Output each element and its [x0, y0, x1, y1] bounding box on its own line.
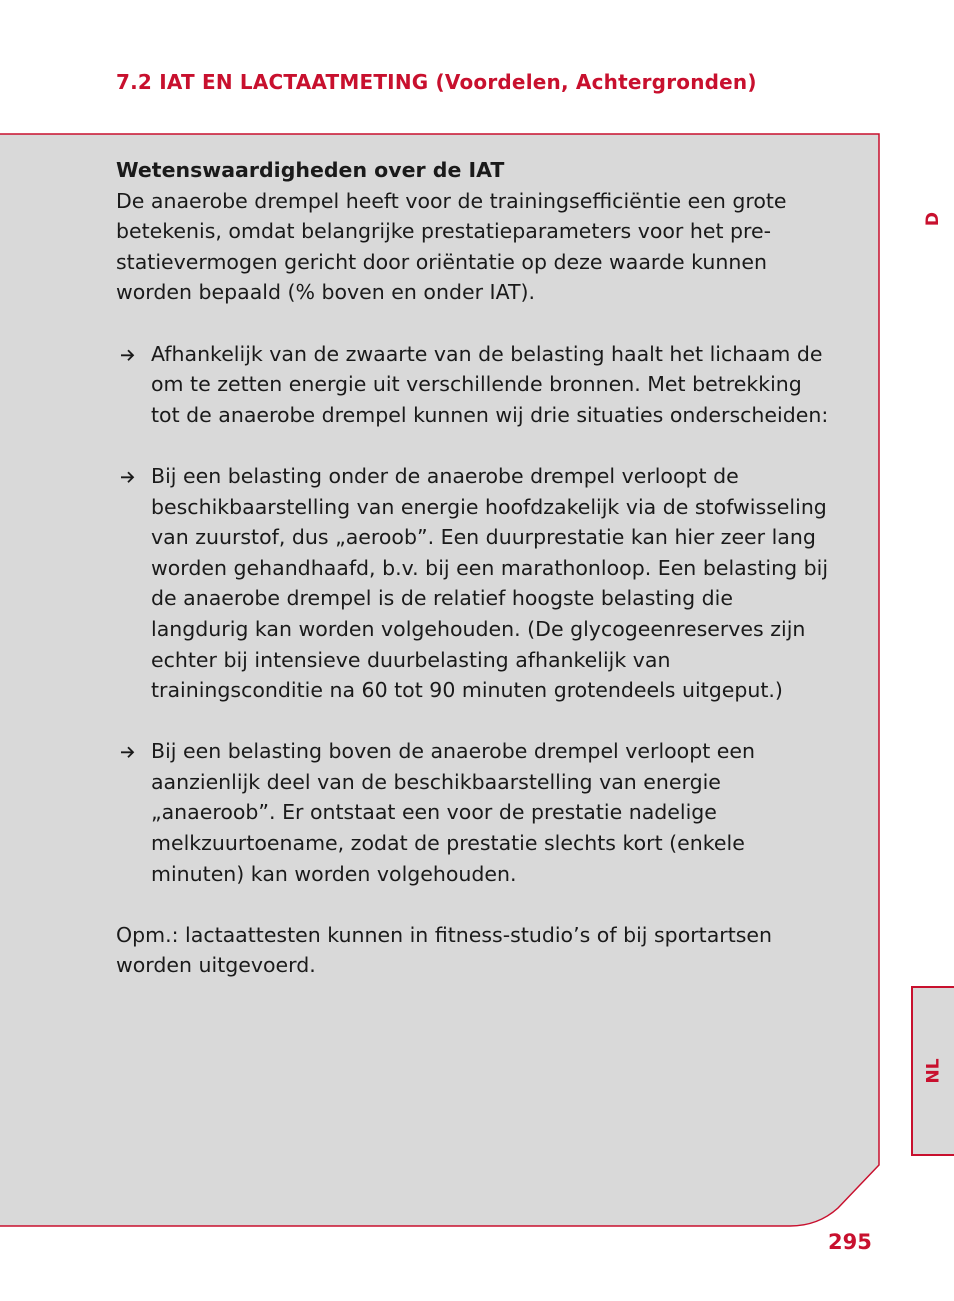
arrow-right-icon [118, 339, 138, 370]
bullet-text: Afhankelijk van de zwaarte van de belasting haalt het lichaam de om te zetten energie uit verschillende bronnen. Met betrekking tot de anaerobe drempel kunnen wij drie situaties onderscheiden: [151, 341, 829, 427]
section-title-sub: (Voordelen, Achtergronden) [435, 70, 757, 94]
bullet-item [116, 736, 836, 889]
language-tab-nl-label: NL [923, 1058, 944, 1084]
arrow-right-icon [118, 736, 138, 767]
bullet-text: Bij een belasting onder de anaerobe drempel verloopt de beschikbaarstelling van energie hoofdzakelijk via de stofwisseling van zuurstof, dus „aeroob”. Een duurprestatie kan hier zeer lang worden gehandhaafd, b.v. bij een marathonloop. Een belasting bij de anaerobe drempel is de relatief hoogste belasting die langdurig kan worden volgehouden. (De glycogeenreserves zijn echter bij intensieve duurbelasting afhankelijk van trainingsconditie na 60 tot 90 minuten grotendeels uitgeput.) [151, 463, 829, 703]
section-title-main: 7.2 IAT EN LACTAATMETING [116, 70, 429, 94]
language-tab-d-label: D [923, 211, 943, 227]
language-tab-d[interactable] [920, 205, 946, 233]
note-paragraph: Opm.: lactaattesten kunnen in fitness-studio’s of bij sportartsen worden uitgevoerd. [116, 922, 773, 978]
bullet-item [116, 339, 836, 431]
content-text [116, 155, 836, 981]
bullet-text: Bij een belasting boven de anaerobe drempel verloopt een aanzienlijk deel van de beschikbaarstelling van energie „anaeroob”. Er ontstaat een voor de prestatie nadelige melkzuurtoename, zodat de prestatie slechts kort (enkele minuten) kan worden volgehouden. [151, 739, 756, 886]
arrow-right-icon [118, 461, 138, 492]
page-number: 295 [828, 1230, 872, 1254]
language-tab-nl[interactable] [911, 986, 954, 1156]
content-heading: Wetenswaardigheden over de IAT [116, 158, 505, 182]
bullet-item [116, 461, 836, 706]
intro-paragraph: De anaerobe drempel heeft voor de trainingsefficiëntie een grote betekenis, omdat belangrijke prestatieparameters voor het prestatievermogen gericht door oriëntatie op deze waarde kunnen worden bepaald (% boven en onder IAT). [116, 188, 787, 305]
